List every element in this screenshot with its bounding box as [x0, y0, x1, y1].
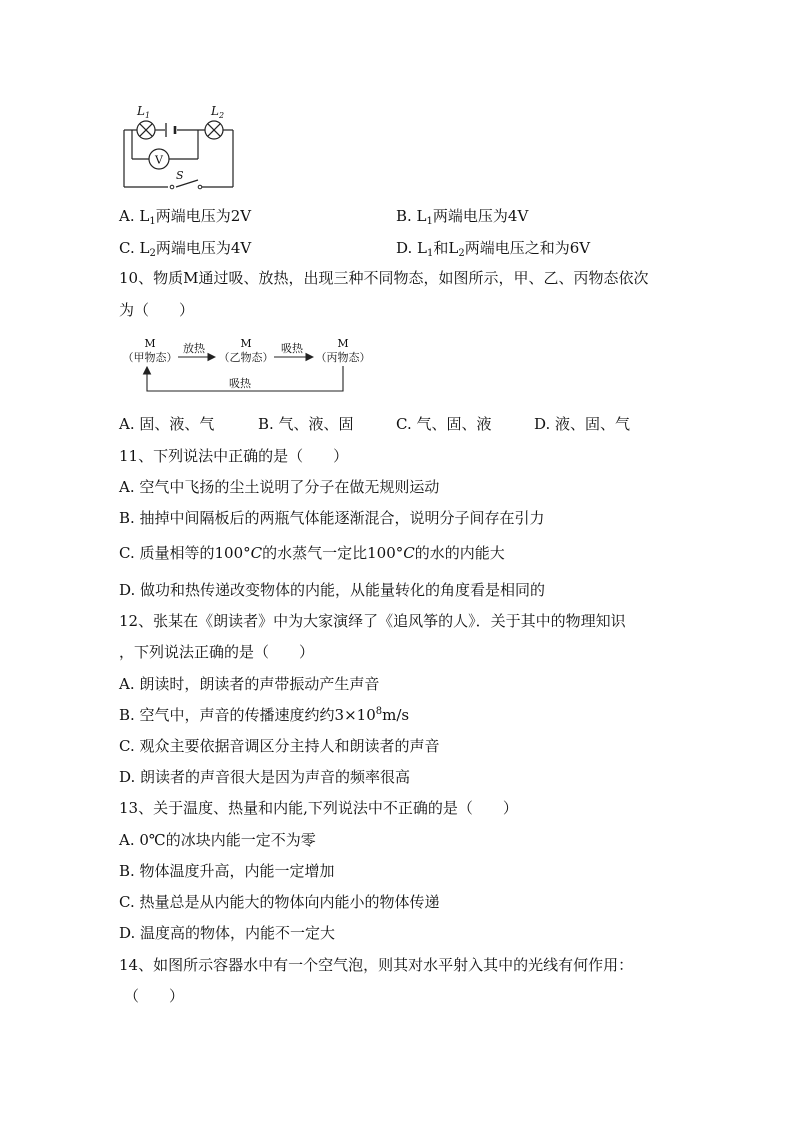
q11-stem: 11、下列说法中正确的是（ ）: [119, 447, 349, 465]
q10-stem-line2: 为（ ）: [119, 301, 195, 319]
circuit-diagram: [112, 100, 242, 192]
q11-option-c: C. 质量相等的100°C的水蒸气一定比100°C的水的内能大: [119, 544, 505, 562]
q13-option-d: D. 温度高的物体，内能不一定大: [119, 924, 336, 942]
arrow2-label: 吸热: [281, 342, 303, 355]
q9-option-c: C. $L_2$两端电压为4V: [119, 239, 252, 259]
q10-stem-line1: 10、物质M通过吸、放热，出现三种不同物态，如图所示，甲、乙、丙物态依次: [119, 269, 649, 287]
q13-option-a: A. 0℃的冰块内能一定不为零: [119, 831, 316, 849]
q12-stem-line1: 12、张某在《朗读者》中为大家演绎了《追风筝的人》．关于其中的物理知识: [119, 612, 626, 630]
q13-option-b: B. 物体温度升高，内能一定增加: [119, 862, 335, 880]
lamp-l1-icon: [137, 121, 155, 139]
q11-option-a: A. 空气中飞扬的尘土说明了分子在做无规则运动: [119, 478, 440, 496]
q12-stem-line2: ，下列说法正确的是（ ）: [119, 643, 315, 661]
state2-label: （乙物态）: [218, 351, 274, 364]
q13-option-c: C. 热量总是从内能大的物体向内能小的物体传递: [119, 893, 440, 911]
return-arrow-label: 吸热: [229, 377, 251, 390]
state-diagram: [112, 334, 382, 398]
label-l1: $L_1$: [137, 104, 151, 120]
q9-option-b: B. $L_1$两端电压为4V: [396, 207, 529, 227]
label-l2: $L_2$: [211, 104, 225, 120]
q10-option-a: A. 固、液、气: [119, 415, 215, 433]
q12-option-b: B. 空气中，声音的传播速度约约$3\times 10^8m/s$: [119, 706, 410, 724]
q10-option-c: C. 气、固、液: [396, 415, 492, 433]
q11-option-b: B. 抽掉中间隔板后的两瓶气体能逐渐混合，说明分子间存在引力: [119, 509, 545, 527]
q10-option-b: B. 气、液、固: [258, 415, 354, 433]
q11-option-d: D. 做功和热传递改变物体的内能，从能量转化的角度看是相同的: [119, 581, 546, 599]
state1-m: M: [144, 337, 156, 350]
q12-option-c: C. 观众主要依据音调区分主持人和朗读者的声音: [119, 737, 440, 755]
q14-stem-line1: 14、如图所示容器水中有一个空气泡，则其对水平射入其中的光线有何作用：: [119, 956, 634, 974]
q9-option-a: A. $L_1$两端电压为2V: [119, 207, 252, 227]
q13-stem: 13、关于温度、热量和内能,下列说法中不正确的是（ ）: [119, 799, 518, 817]
label-switch: S: [176, 169, 184, 182]
arrow1-label: 放热: [183, 342, 205, 355]
state3-m: M: [337, 337, 349, 350]
q10-option-d: D. 液、固、气: [534, 415, 631, 433]
state3-label: （丙物态）: [315, 351, 371, 364]
q12-option-d: D. 朗读者的声音很大是因为声音的频率很高: [119, 768, 411, 786]
voltmeter-label: V: [155, 153, 163, 167]
q14-stem-line2: （ ）: [124, 987, 185, 1005]
q9-option-d: D. $L_1$和$L_2$两端电压之和为6V: [396, 239, 591, 259]
lamp-l2-icon: [205, 121, 223, 139]
state2-m: M: [240, 337, 252, 350]
q12-option-a: A. 朗读时，朗读者的声带振动产生声音: [119, 675, 380, 693]
state1-label: （甲物态）: [122, 351, 178, 364]
